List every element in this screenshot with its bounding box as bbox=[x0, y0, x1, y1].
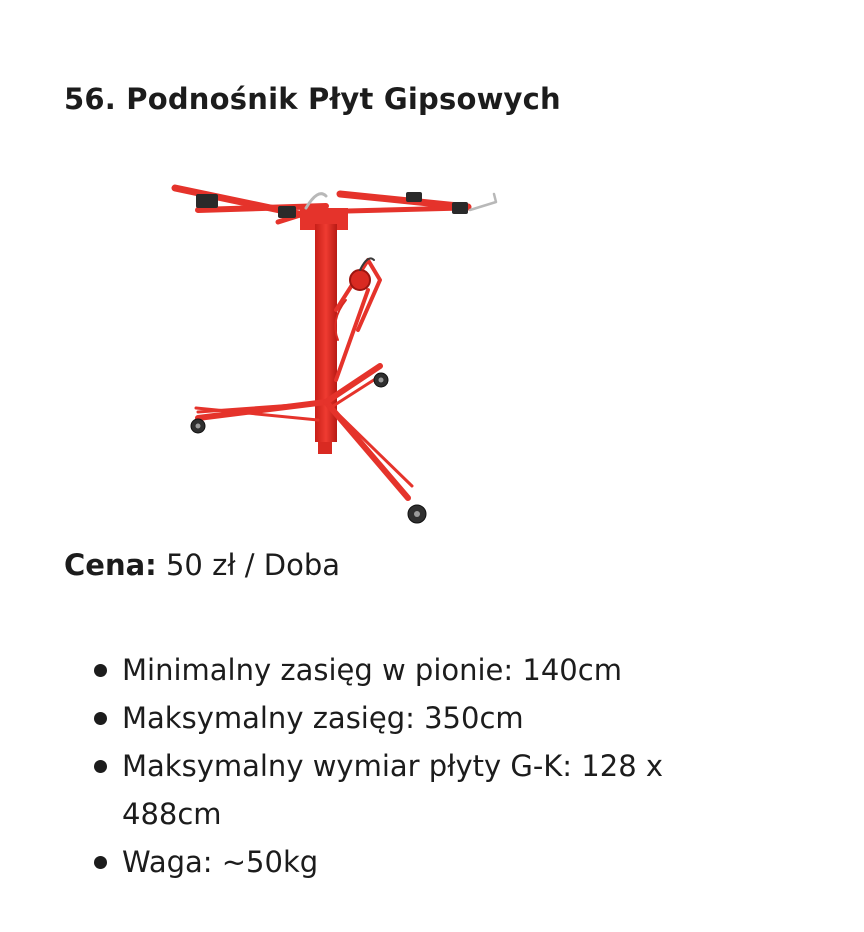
list-item bbox=[0, 694, 722, 742]
spec-text: Waga: ~50kg bbox=[122, 845, 319, 879]
price-value: 50 zł / Doba bbox=[165, 548, 341, 582]
price-label: Cena: bbox=[64, 548, 157, 582]
page-title: 56. Podnośnik Płyt Gipsowych bbox=[64, 82, 561, 116]
bullet-icon bbox=[94, 664, 107, 677]
product-image bbox=[68, 180, 558, 528]
drywall-lift-icon bbox=[68, 180, 558, 528]
price-line bbox=[64, 548, 340, 582]
spec-text: Minimalny zasięg w pionie: 140cm bbox=[122, 653, 622, 687]
bullet-icon bbox=[94, 856, 107, 869]
list-item bbox=[0, 742, 722, 838]
bullet-icon bbox=[94, 712, 107, 725]
list-item bbox=[0, 838, 722, 886]
spec-text: Maksymalny wymiar płyty G-K: 128 x 488cm bbox=[122, 749, 664, 831]
spec-text: Maksymalny zasięg: 350cm bbox=[122, 701, 524, 735]
list-item bbox=[0, 646, 722, 694]
bullet-icon bbox=[94, 760, 107, 773]
spec-list bbox=[0, 646, 722, 886]
